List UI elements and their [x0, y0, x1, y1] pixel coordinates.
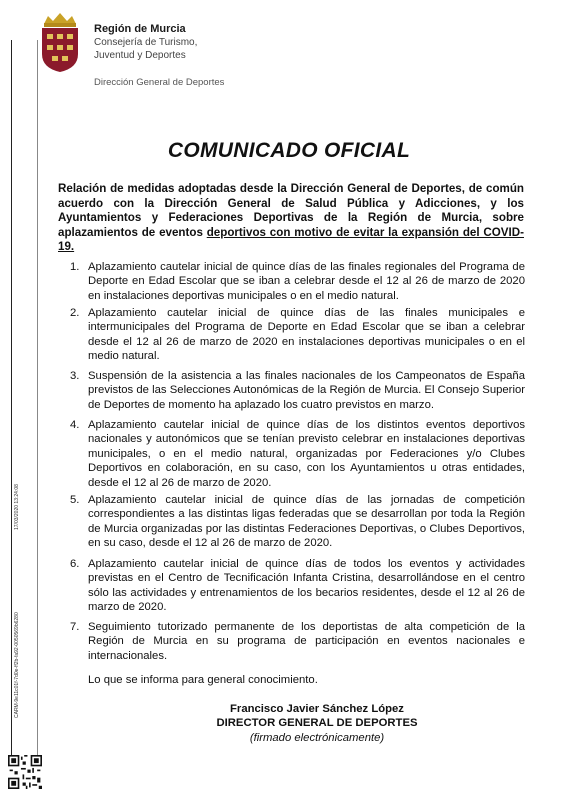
list-item-number: 4. — [70, 419, 80, 431]
list-item-number: 1. — [70, 261, 80, 273]
list-item — [70, 369, 525, 412]
region-coat-of-arms-icon — [36, 10, 84, 74]
list-item — [70, 418, 525, 490]
list-item-number: 6. — [70, 558, 80, 570]
signer-name: Francisco Javier Sánchez López — [230, 703, 404, 715]
list-item-number: 5. — [70, 494, 80, 506]
closing-line: Lo que se informa para general conocimiento. — [88, 674, 318, 686]
list-item-text: Suspensión de la asistencia a las finales nacionales de los Campeonatos de España previstos de las Selecciones Autonómicas de la Región de Murcia. El Consejo Superior de Deportes de momento ha aplazado los cuatro previstos en marzo. — [88, 370, 525, 411]
department-name: Dirección General de Deportes — [94, 77, 225, 88]
signer-role: DIRECTOR GENERAL DE DEPORTES — [216, 717, 418, 730]
org-sub-line-1: Consejería de Turismo, — [94, 37, 198, 48]
intro-text-underlined: deportivos con motivo de evitar la expansión del COVID-19. — [58, 225, 524, 254]
signature-note: (firmado electrónicamente) — [249, 731, 385, 744]
list-item-text: Aplazamiento cautelar inicial de quince días de las finales municipales e intermunicipales del Programa de Deporte en Edad Escolar que se iban a celebrar desde el 12 al 26 de marzo de 2020 en instalaciones deportivas municipales o en el medio natural. — [88, 307, 525, 363]
list-item-text: Seguimiento tutorizado permanente de los deportistas de alta competición de la Región de Murcia en su programa de participación en eventos nacionales e internacionales. — [88, 621, 525, 662]
intro-text: Relación de medidas adoptadas desde la Dirección General de Deportes, de común acuerdo con la Dirección General de Salud Pública y Adicciones, y los Ayuntamientos y Federaciones Deportivas de la Región de Murcia, sobre aplazamientos de eventos — [58, 182, 524, 239]
list-item — [70, 557, 525, 615]
list-item-text: Aplazamiento cautelar inicial de quince días de todos los eventos y actividades previstas en el Centro de Tecnificación Infanta Cristina, desarrollándose en el centro sólo las actividades y entrenamientos de los becarios residentes, desde el 12 al 26 de marzo de 2020. — [88, 558, 525, 614]
list-item — [70, 306, 525, 364]
signature-block — [28, 702, 578, 745]
list-item-number: 3. — [70, 370, 80, 382]
list-item — [70, 260, 525, 303]
list-item-number: 7. — [70, 621, 80, 633]
list-item-text: Aplazamiento cautelar inicial de quince días de los distintos eventos deportivos nacionales y autonómicos que se tenían previsto celebrar en instalaciones deportivas municipales, o en el medio natural, organizadas por Federaciones y/o Clubes Deportivos en colaboración, en su caso, con los Ayuntamientos u otras entidades, desde el 12 al 26 de marzo de 2020. — [88, 419, 525, 489]
document-title: COMUNICADO OFICIAL — [167, 139, 411, 162]
org-sub-line-2: Juventud y Deportes — [94, 50, 186, 61]
org-name: Región de Murcia — [94, 23, 186, 35]
csv-code: CARM-9e11c01f-7d0e-ff2b-fa92-0050569b6280 — [14, 612, 20, 718]
list-item-text: Aplazamiento cautelar inicial de quince días de las finales regionales del Programa de Deporte en Edad Escolar que se iban a celebrar desde el 12 al 26 de marzo de 2020 en instalaciones deportivas municipales o en el medio natural. — [88, 261, 525, 302]
list-item — [70, 620, 525, 663]
list-item — [70, 493, 525, 551]
list-item-number: 2. — [70, 307, 80, 319]
intro-paragraph — [58, 182, 524, 255]
signature-timestamp: 17/03/2020 13:24:08 — [14, 484, 20, 530]
list-item-text: Aplazamiento cautelar inicial de quince días de las jornadas de competición correspondientes a las distintas ligas federadas que se desarrollan por toda la Región de Murcia organizadas por las distintas Federaciones Deportivas, o Clubes Deportivos, en su caso, desde el 12 al 26 de marzo de 2020. — [88, 494, 525, 550]
organization-block — [94, 23, 197, 62]
qr-code-icon — [8, 755, 42, 789]
